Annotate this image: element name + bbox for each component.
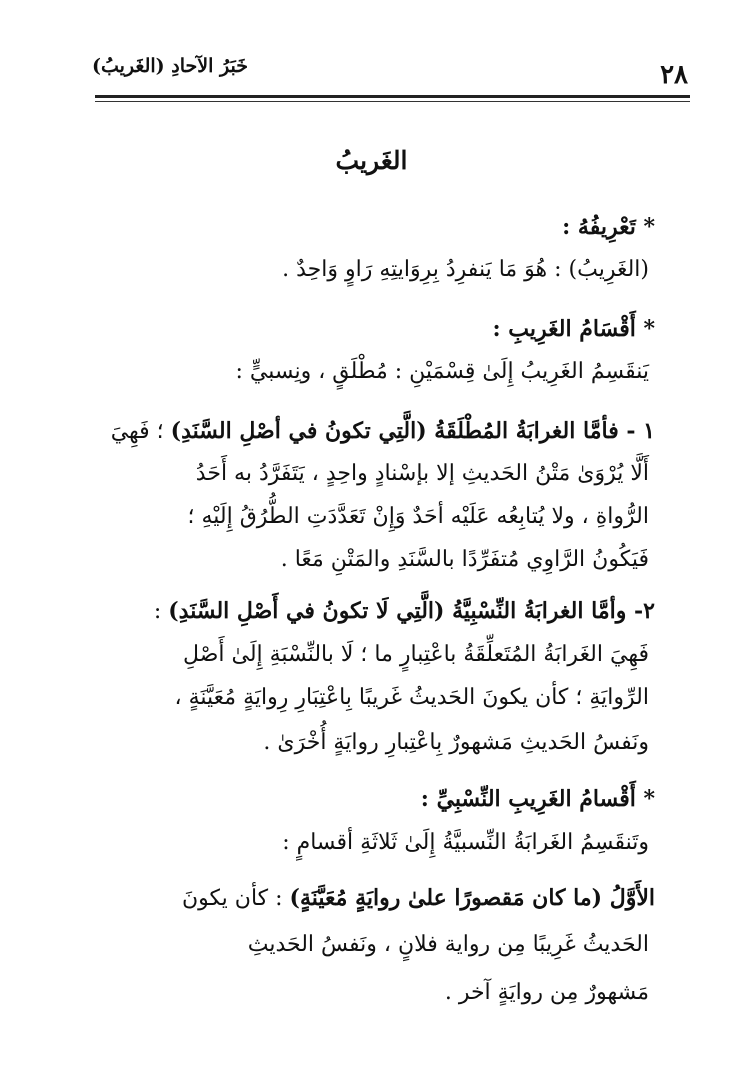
running-header-title: خَبَرُ الآحادِ (الغَريبُ): [92, 55, 248, 77]
definition-text: (الغَرِيبُ) : هُوَ مَا يَنفرِدُ بِرِوَايتِهِ رَاوٍ وَاحِدٌ .: [282, 257, 649, 282]
absolute-line-3: الرُّواةِ ، ولا يُتابِعُه عَلَيْه أحَدٌ وَإِنْ تَعَدَّدَتِ الطُّرُقُ إِلَيْهِ ؛: [187, 504, 649, 529]
relative-divisions-heading: * أَقْسامُ الغَرِيبِ النِّسْبِيِّ :: [420, 786, 655, 812]
relative-line-4: ونَفسُ الحَديثِ مَشهورٌ بِاعْتِبارِ روايَةٍ أُخْرَىٰ .: [263, 730, 649, 755]
header-rule-thin: [95, 101, 690, 102]
relative-line-3: الرِّوايَةِ ؛ كأن يكونَ الحَديثُ غَريبًا بِاعْتِبَارِ رِوايَةٍ مُعَيَّنَةٍ ،: [174, 685, 649, 710]
relative-heading: ٢- وأمَّا الغرابَةُ النِّسْبِيَّةُ (الَّتِي لَا تكونُ في أَصْلِ السَّنَدِ): [168, 598, 655, 624]
absolute-heading: ١ - فأمَّا الغرابَةُ المُطْلَقَةُ (الَّتِي تكونُ في أصْلِ السَّنَدِ): [170, 418, 655, 444]
absolute-line-1: [111, 416, 655, 447]
page-number: ٢٨: [660, 60, 688, 90]
relative-line-2: فَهِيَ الغَرابَةُ المُتَعلِّقَةُ باعْتِبارٍ ما ؛ لَا بالنِّسْبَةِ إِلَىٰ أَصْلِ: [183, 642, 649, 667]
divisions-text: يَنقَسِمُ الغَرِيبُ إِلَىٰ قِسْمَيْنِ : مُطْلَقٍ ، ونِسبيٍّ :: [235, 359, 649, 384]
divisions-heading: * أَقْسَامُ الغَرِيبِ :: [492, 316, 655, 342]
relative-line-1: [154, 596, 655, 627]
definition-heading: * تَعْرِيفُهُ :: [562, 214, 655, 240]
first-type-heading: الأَوَّلُ (ما كان مَقصورًا علىٰ روايَةٍ مُعَيَّنَةٍ): [289, 885, 655, 911]
first-type-line-3: مَشهورٌ مِن روايَةٍ آخر .: [444, 980, 649, 1005]
relative-line-1-rest: :: [153, 599, 162, 624]
chapter-title: الغَريبُ: [335, 146, 408, 175]
first-type-line-1-rest: : كأن يكونَ: [182, 886, 283, 911]
absolute-line-4: فَيَكُونُ الرَّاوِي مُتفَرِّدًا بالسَّنَدِ والمَتْنِ مَعًا .: [280, 547, 649, 572]
first-type-line-1: [182, 883, 655, 914]
relative-divisions-text: وتَنقَسِمُ الغَرابَةُ النِّسبيَّةُ إِلَىٰ ثَلاثَةِ أقسامٍ :: [282, 830, 649, 855]
header-rule-thick: [95, 95, 690, 98]
absolute-line-2: أَلَّا يُرْوَىٰ مَتْنُ الحَديثِ إلا بإسْنادٍ واحِدٍ ، يَتَفَرَّدُ به أَحَدُ: [195, 461, 649, 486]
first-type-line-2: الحَديثُ غَرِيبًا مِن رواية فلانٍ ، ونَفسُ الحَديثِ: [247, 932, 649, 957]
absolute-line-1-rest: ؛ فَهِيَ: [110, 419, 164, 444]
